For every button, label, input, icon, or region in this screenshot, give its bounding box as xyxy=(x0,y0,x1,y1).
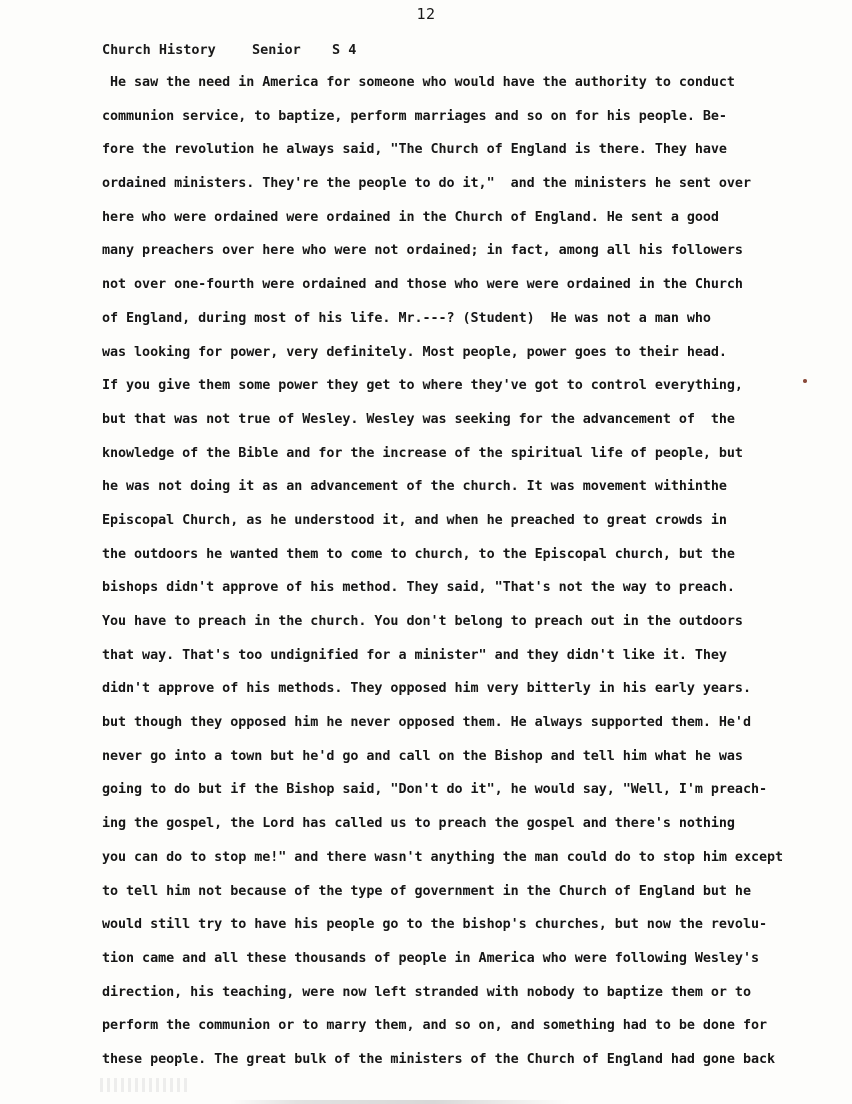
document-header xyxy=(102,42,356,58)
text-line: direction, his teaching, were now left stranded with nobody to baptize them or to xyxy=(102,984,751,1000)
section-label: S 4 xyxy=(332,42,357,58)
text-line: If you give them some power they get to where they've got to control everything, xyxy=(102,378,743,394)
ink-dot xyxy=(803,379,807,383)
text-line: here who were ordained were ordained in the Church of England. He sent a good xyxy=(102,209,719,225)
text-line: fore the revolution he always said, "The Church of England is there. They have xyxy=(102,142,727,158)
text-line: but that was not true of Wesley. Wesley was seeking for the advancement of the xyxy=(102,411,735,427)
text-line: Episcopal Church, as he understood it, and when he preached to great crowds in xyxy=(102,512,727,528)
text-line: was looking for power, very definitely. Most people, power goes to their head. xyxy=(102,344,727,360)
text-line: ing the gospel, the Lord has called us to preach the gospel and there's nothing xyxy=(102,816,735,832)
text-line: perform the communion or to marry them, and so on, and something had to be done for xyxy=(102,1018,767,1034)
text-line: not over one-fourth were ordained and those who were were ordained in the Church xyxy=(102,277,743,293)
page-number: 12 xyxy=(416,5,436,23)
text-line: never go into a town but he'd go and call on the Bishop and tell him what he was xyxy=(102,748,743,764)
text-line: tion came and all these thousands of people in America who were following Wesley's xyxy=(102,950,759,966)
text-line: bishops didn't approve of his method. They said, "That's not the way to preach. xyxy=(102,580,735,596)
text-line: that way. That's too undignified for a minister" and they didn't like it. They xyxy=(102,647,727,663)
text-line: many preachers over here who were not ordained; in fact, among all his followers xyxy=(102,243,743,259)
text-line: ordained ministers. They're the people to do it," and the ministers he sent over xyxy=(102,176,751,192)
text-line: of England, during most of his life. Mr.---? (Student) He was not a man who xyxy=(102,310,711,326)
text-line: knowledge of the Bible and for the increase of the spiritual life of people, but xyxy=(102,445,743,461)
text-line: he was not doing it as an advancement of the church. It was movement withinthe xyxy=(102,479,727,495)
text-line: He saw the need in America for someone who would have the authority to conduct xyxy=(102,75,735,90)
text-line: didn't approve of his methods. They opposed him very bitterly in his early years. xyxy=(102,681,751,697)
text-line: you can do to stop me!" and there wasn't anything the man could do to stop him except xyxy=(102,849,784,865)
text-line: communion service, to baptize, perform marriages and so on for his people. Be- xyxy=(102,108,727,124)
course-level: Senior xyxy=(252,42,301,58)
text-line: You have to preach in the church. You don't belong to preach out in the outdoors xyxy=(102,614,743,629)
page-edge-mark xyxy=(230,1100,570,1104)
body-text xyxy=(102,73,822,1084)
text-line: but though they opposed him he never opposed them. He always supported them. He'd xyxy=(102,715,751,731)
page-smudge xyxy=(100,1078,190,1092)
text-line: these people. The great bulk of the ministers of the Church of England had gone back xyxy=(102,1051,775,1067)
text-line: would still try to have his people go to the bishop's churches, but now the revolu- xyxy=(102,917,767,933)
text-line: going to do but if the Bishop said, "Don't do it", he would say, "Well, I'm preach- xyxy=(102,782,767,798)
course-title: Church History xyxy=(102,42,216,58)
text-line: the outdoors he wanted them to come to church, to the Episcopal church, but the xyxy=(102,546,735,562)
text-line: to tell him not because of the type of government in the Church of England but he xyxy=(102,883,751,899)
